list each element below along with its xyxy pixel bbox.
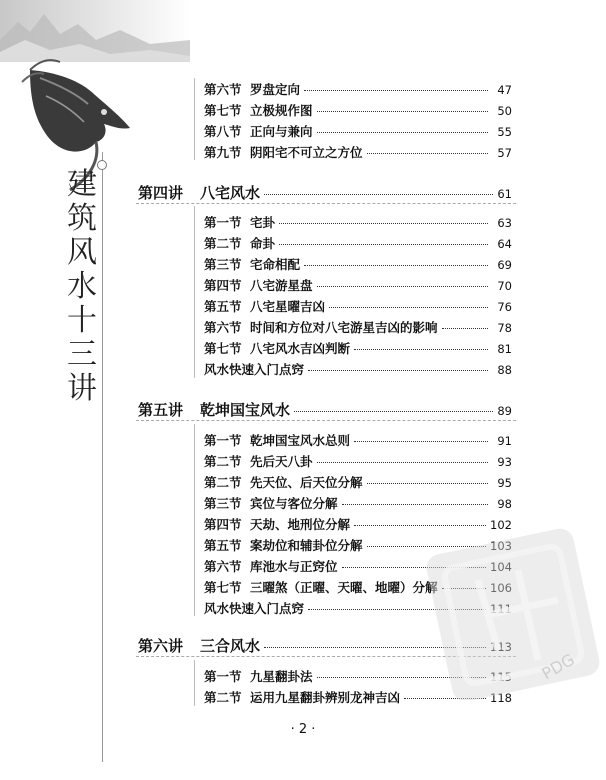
leader-dots (264, 194, 493, 195)
title-char: 水 (67, 269, 97, 304)
section-label: 第七节 (204, 580, 242, 595)
chapter-label: 第五讲 (138, 401, 184, 419)
page-ref: 118 (490, 691, 512, 705)
section-title: 库池水与正窍位 (250, 559, 338, 574)
leader-dots (329, 307, 488, 308)
leader-dots (442, 328, 488, 329)
toc-entry[interactable] (204, 494, 512, 512)
section-label: 第一节 (204, 433, 242, 448)
page-ref: 55 (497, 125, 512, 139)
section-group-line (194, 78, 195, 160)
toc-entry[interactable] (204, 122, 512, 140)
leader-dots (304, 265, 488, 266)
chapter-label: 第六讲 (138, 637, 184, 655)
toc-chapter-5[interactable] (138, 399, 512, 420)
section-title: 阴阳宅不可立之方位 (250, 145, 363, 160)
page-ref: 88 (497, 363, 512, 377)
leader-dots (304, 90, 488, 91)
section-title: 乾坤国宝风水总则 (250, 433, 351, 448)
page-ref: 113 (490, 640, 512, 654)
page-ref: 69 (497, 258, 512, 272)
chapter-title: 三合风水 (200, 637, 261, 655)
section-label: 第四节 (204, 278, 242, 293)
page-ref: 61 (497, 187, 512, 201)
page-ref: 78 (497, 321, 512, 335)
watermark-text: PDG (538, 649, 578, 684)
section-title: 风水快速入门点窍 (204, 601, 305, 616)
leader-dots (317, 111, 488, 112)
book-title-vertical (60, 168, 104, 406)
section-group-line (194, 424, 195, 616)
section-label: 第一节 (204, 669, 242, 684)
leader-dots (294, 411, 493, 412)
section-title: 正向与兼向 (250, 124, 313, 139)
section-label: 第三节 (204, 257, 242, 272)
chapter-divider (136, 420, 516, 421)
toc-entry[interactable] (204, 213, 512, 231)
section-label: 第四节 (204, 517, 242, 532)
section-title: 天劫、地刑位分解 (250, 517, 351, 532)
page-ref: 115 (490, 670, 512, 684)
page-ref: 98 (497, 497, 512, 511)
page-ref: 111 (490, 602, 512, 616)
section-label: 第八节 (204, 124, 242, 139)
page-ref: 47 (497, 83, 512, 97)
toc-entry[interactable] (204, 473, 512, 491)
leader-dots (354, 349, 488, 350)
section-label: 第二节 (204, 236, 242, 251)
section-title: 风水快速入门点窍 (204, 362, 305, 377)
section-label: 第六节 (204, 320, 242, 335)
section-title: 九星翻卦法 (250, 669, 313, 684)
toc-entry[interactable] (204, 234, 512, 252)
chapter-label: 第四讲 (138, 184, 184, 202)
section-label: 第七节 (204, 103, 242, 118)
leader-dots (367, 483, 488, 484)
toc-entry[interactable] (204, 318, 512, 336)
section-label: 第一节 (204, 215, 242, 230)
section-title: 八宅游星盘 (250, 278, 313, 293)
section-label: 第九节 (204, 145, 242, 160)
section-label: 第五节 (204, 299, 242, 314)
title-char: 讲 (67, 371, 97, 406)
page-ref: 57 (497, 146, 512, 160)
page-ref: 102 (490, 518, 512, 532)
section-title: 宅命相配 (250, 257, 301, 272)
section-title: 立极规作图 (250, 103, 313, 118)
title-char: 筑 (67, 201, 97, 236)
section-label: 第七节 (204, 341, 242, 356)
section-label: 第二节 (204, 454, 242, 469)
section-label: 第六节 (204, 559, 242, 574)
section-title: 运用九星翻卦辨别龙神吉凶 (250, 690, 401, 705)
section-title: 宅卦 (250, 215, 276, 230)
chapter-title: 八宅风水 (200, 184, 261, 202)
section-title: 案劫位和辅卦位分解 (250, 538, 363, 553)
section-title: 八宅风水吉凶判断 (250, 341, 351, 356)
page-ref: 70 (497, 279, 512, 293)
section-label: 第五节 (204, 538, 242, 553)
page-ref: 106 (490, 581, 512, 595)
section-title: 命卦 (250, 236, 276, 251)
page-number: · 2 · (290, 722, 316, 737)
toc-entry[interactable] (204, 255, 512, 273)
leader-dots (317, 132, 488, 133)
title-char: 建 (67, 167, 97, 202)
toc-entry[interactable] (204, 143, 512, 161)
toc-entry-tips[interactable] (204, 360, 512, 378)
leader-dots (317, 286, 488, 287)
toc-entry[interactable] (204, 80, 512, 98)
leader-dots (317, 462, 488, 463)
chapter-divider (136, 203, 516, 204)
section-title: 时间和方位对八宅游星吉凶的影响 (250, 320, 438, 335)
leader-dots (342, 504, 488, 505)
section-title: 先天位、后天位分解 (250, 475, 363, 490)
page-ref: 81 (497, 342, 512, 356)
leader-dots (308, 370, 488, 371)
title-char: 十 (67, 303, 97, 338)
page-ref: 93 (497, 455, 512, 469)
section-title: 宾位与客位分解 (250, 496, 338, 511)
title-char: 三 (67, 337, 97, 372)
page-ref: 64 (497, 237, 512, 251)
toc-entry[interactable] (204, 101, 512, 119)
section-title: 罗盘定向 (250, 82, 301, 97)
page-ref: 50 (497, 104, 512, 118)
section-label: 第三节 (204, 496, 242, 511)
leader-dots (279, 244, 488, 245)
page-ref: 76 (497, 300, 512, 314)
page-ref: 95 (497, 476, 512, 490)
toc-entry[interactable] (204, 431, 512, 449)
page-ref: 103 (490, 539, 512, 553)
chapter-title: 乾坤国宝风水 (200, 401, 291, 419)
section-label: 第二节 (204, 475, 242, 490)
toc-entry[interactable] (204, 339, 512, 357)
page-ref: 89 (497, 404, 512, 418)
section-group-line (194, 660, 195, 706)
section-label: 第二节 (204, 690, 242, 705)
leader-dots (279, 223, 488, 224)
toc-entry[interactable] (204, 276, 512, 294)
page-ref: 91 (497, 434, 512, 448)
toc-entry[interactable] (204, 452, 512, 470)
page-ref: 104 (490, 560, 512, 574)
leader-dots (354, 441, 488, 442)
section-group-line (194, 206, 195, 378)
section-title: 先后天八卦 (250, 454, 313, 469)
title-char: 风 (67, 235, 97, 270)
section-title: 三曜煞（正曜、天曜、地曜）分解 (250, 580, 438, 595)
leader-dots (367, 153, 488, 154)
watermark-seal (418, 520, 603, 700)
page-ref: 63 (497, 216, 512, 230)
section-title: 八宅星曜吉凶 (250, 299, 326, 314)
toc-entry[interactable] (204, 297, 512, 315)
toc-chapter-4[interactable] (138, 182, 512, 203)
section-label: 第六节 (204, 82, 242, 97)
